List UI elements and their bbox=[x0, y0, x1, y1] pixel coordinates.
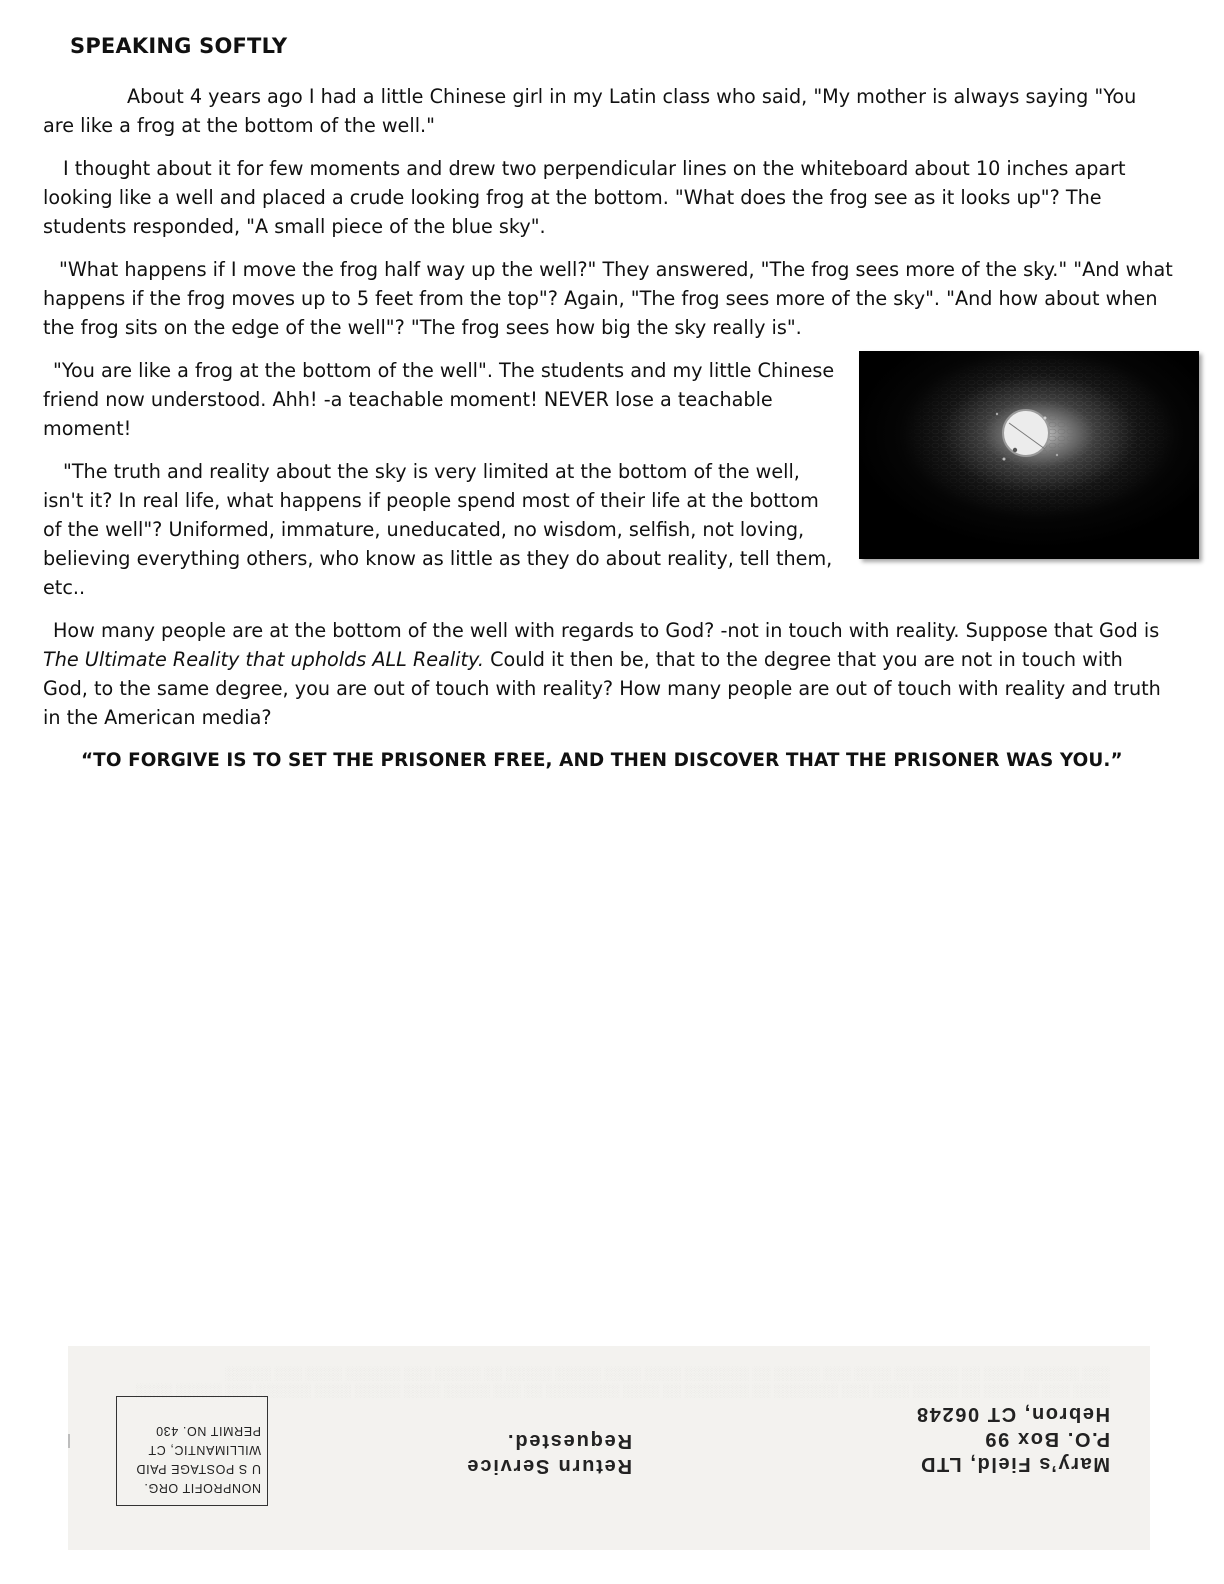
bleed-through-texture: ░░░░ ░░░ ░░░░░░ ░░ ░░░░░ ░░░░ ░░░ ░░░░░░░ ░░ ░░░░░░░ ░░ ░░░░ ░░░░░░░░ ░░ ░░░ ░░░░░ ░░░░ ░░░░░ ░░░░ ░░░░░░ ░░░ ░░░░░ ░░░░ ░░░ ░░░░░░ ░░░░ ░░ ░░░░░░░ ░░░░ ░░░ ░░░░░ ░░ ░░░░░░░ ░░░░ ░░░░ ░░░░░ ░░░░░ ░░ ░░░░░ ░░░ ░░░░░░ ░░░░ ░░░ ░░░░░ bbox=[135, 1367, 1110, 1399]
paragraph-6-emphasis: The Ultimate Reality that upholds ALL Reality. bbox=[43, 648, 484, 671]
permit-line-3: WILLIMANTIC, CT bbox=[147, 1443, 261, 1457]
well-photo bbox=[859, 351, 1199, 559]
paragraph-3: "What happens if I move the frog half way up the well?" They answered, "The frog sees more of the sky." "And what happens if the frog moves up to 5 feet from the top"? Again, "The frog sees more of the sky". "And how about when the frog sits on the edge of the well"? "The frog sees how big the sky really is". bbox=[43, 258, 1173, 339]
permit-line-2: U S POSTAGE PAID bbox=[135, 1462, 261, 1476]
paragraph-4: "You are like a frog at the bottom of the well". The students and my little Chinese friend now understood. Ahh! -a teachable moment! NEVER lose a teachable moment! bbox=[43, 359, 835, 440]
return-service-line-1: Return Service bbox=[465, 1455, 632, 1477]
return-service-notice bbox=[466, 1428, 632, 1478]
article-title: SPEAKING SOFTLY bbox=[70, 34, 288, 58]
permit-line-4: PERMIT NO. 430 bbox=[155, 1424, 261, 1438]
return-address-line-1: Mary’s Field, LTD bbox=[919, 1453, 1110, 1475]
paragraph-2: I thought about it for few moments and drew two perpendicular lines on the whiteboard about 10 inches apart looking like a well and placed a crude looking frog at the bottom. "What does the frog see as it looks up"? The students responded, "A small piece of the blue sky". bbox=[43, 157, 1126, 238]
return-address bbox=[915, 1401, 1110, 1476]
paragraph-6-end: Could it then be, that to the degree that you are not in touch with God, to the same degree, you are out of touch with reality? How many people are out of touch with reality and truth in the American media? bbox=[43, 648, 1161, 729]
closing-quote: “TO FORGIVE IS TO SET THE PRISONER FREE, AND THEN DISCOVER THAT THE PRISONER WAS YOU.” bbox=[81, 750, 1123, 771]
paragraph-5: "The truth and reality about the sky is very limited at the bottom of the well, isn't it? In real life, what happens if people spend most of their life at the bottom of the well"? Uniformed, immature, uneducated, no wisdom, selfish, not loving, believing everything others, who know as little as they do about reality, tell them, etc.. bbox=[43, 460, 833, 599]
paragraph-1: About 4 years ago I had a little Chinese girl in my Latin class who said, "My mother is always saying "You are like a frog at the bottom of the well." bbox=[43, 85, 1137, 137]
paragraph-6-start: How many people are at the bottom of the well with regards to God? -not in touch with reality. Suppose that God is bbox=[53, 619, 1160, 642]
permit-line-1: NONPROFIT ORG. bbox=[143, 1481, 261, 1495]
postage-permit-indicia bbox=[116, 1396, 268, 1506]
return-service-line-2: Requested. bbox=[506, 1430, 632, 1452]
scan-mark bbox=[68, 1434, 70, 1448]
return-address-line-2: P.O. Box 99 bbox=[983, 1428, 1110, 1450]
mailing-panel bbox=[68, 1346, 1150, 1550]
return-address-line-3: Hebron, CT 06248 bbox=[915, 1403, 1110, 1425]
paragraph-6 bbox=[43, 616, 1173, 732]
mailing-panel-content bbox=[68, 1346, 1150, 1550]
